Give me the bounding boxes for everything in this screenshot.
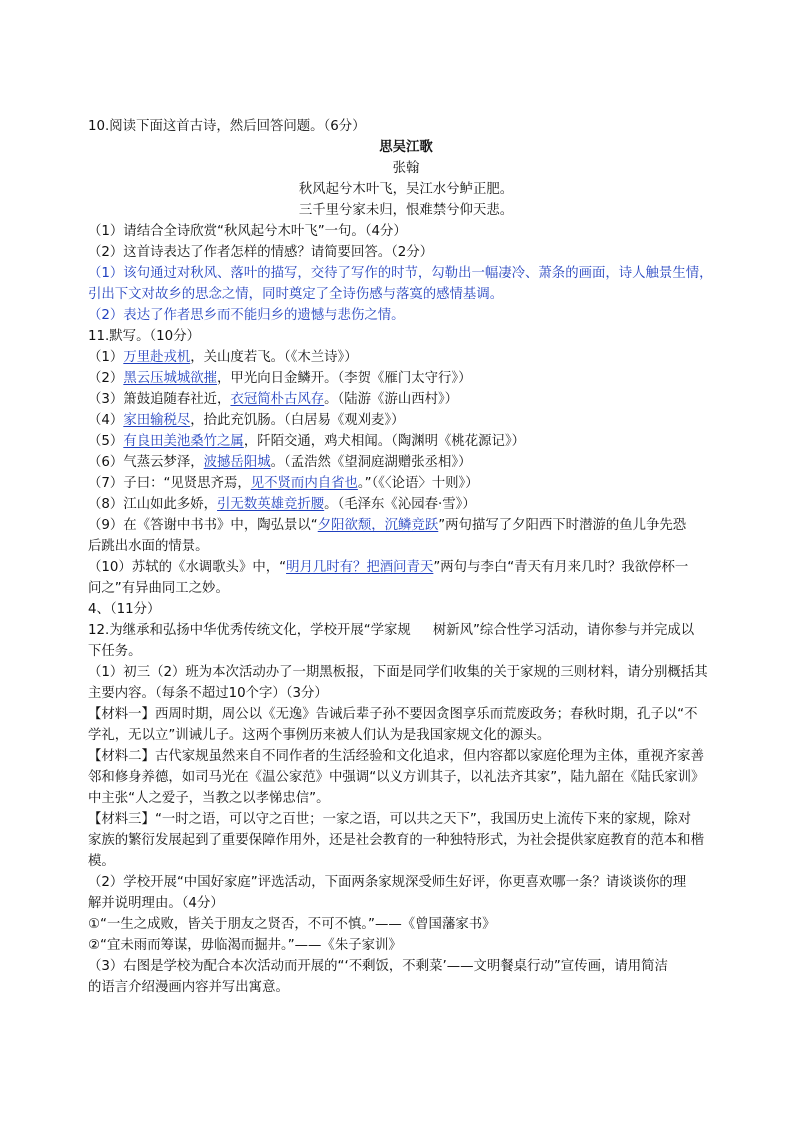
poem-line-2: 三千里兮家未归，恨难禁兮仰天悲。: [298, 203, 514, 218]
q12-sub-question-3-line-1: （3）右图是学校为配合本次活动而开展的“‘不剩饭，不剩菜’——文明餐桌行动”宣传画，请用简洁: [88, 959, 668, 974]
material-2-line-1: 【材料二】古代家规虽然来自不同作者的生活经验和文化追求，但内容都以家庭伦理为主体，重视齐家善: [88, 749, 704, 764]
q10-sub-question-2: （2）这首诗表达了作者怎样的情感？请简要回答。（2分）: [88, 245, 434, 260]
poem-author: 张翰: [392, 161, 420, 176]
q11-item-5-answer: 有良田美池桑竹之属: [123, 434, 244, 449]
q11-item-9-suffix: ”两句描写了夕阳西下时潜游的鱼儿争先恐: [438, 518, 687, 533]
q11-item-9: [88, 515, 724, 536]
material-1-line-1: 【材料一】西周时期，周公以《无逸》告诫后辈子孙不要因贪图享乐而荒废政务；春秋时期，孔子以“不: [88, 707, 698, 722]
q12-heading-part-1: 12.为继承和弘扬中华优秀传统文化，学校开展“学家规: [88, 623, 411, 638]
material-3-line-2: 家族的繁衍发展起到了重要保障作用外，还是社会教育的一种独特形式，为社会提供家庭教育的范本和楷: [88, 833, 704, 848]
material-2-line-2: 邻和修身养德，如司马光在《温公家范》中强调“以义方训其子，以礼法齐其家”，陆九韶在《陆氏家训》: [88, 770, 705, 785]
q11-item-1-prefix: （1）: [88, 350, 124, 365]
material-1-line-2: 学礼，无以立”训诫儿子。这两个事例历来被人们认为是我国家规文化的源头。: [88, 728, 551, 743]
q11-item-1: [88, 347, 724, 368]
q11-item-10-suffix: ”两句与李白“青天有月来几时？我欲停杯一: [433, 560, 689, 575]
q11-item-7-suffix: 。”（《〈论语〉十则》）: [357, 476, 479, 491]
q11-item-6-prefix: （6）气蒸云梦泽，: [88, 455, 204, 470]
q11-item-5-prefix: （5）: [88, 434, 124, 449]
q11-item-7: [88, 473, 724, 494]
q11-item-2-prefix: （2）: [88, 371, 124, 386]
q11-item-10-answer: 明月几时有？把酒问青天: [286, 560, 434, 575]
q12-sub-question-1-line-2: 主要内容。（每条不超过10个字）（3分）: [88, 686, 328, 701]
q11-item-4-suffix: ，拾此充饥肠。（白居易《观刈麦》）: [190, 413, 405, 428]
q12-heading-continued: 下任务。: [88, 644, 142, 659]
q11-item-10-continued: 问之”有异曲同工之妙。: [88, 581, 229, 596]
q11-item-2-suffix: ，甲光向日金鳞开。（李贺《雁门太守行》）: [217, 371, 472, 386]
q11-item-8: [88, 494, 724, 515]
q11-item-2: [88, 368, 724, 389]
q11-item-7-answer: 见不贤而内自省也: [250, 476, 358, 491]
material-3-line-3: 模。: [88, 854, 115, 869]
q11-item-8-suffix: 。（毛泽东《沁园春·雪》）: [324, 497, 476, 512]
q11-item-3-prefix: （3）箫鼓追随春社近，: [88, 392, 231, 407]
material-3-line-1: 【材料三】“一时之语，可以守之百世；一家之语，可以共之天下”，我国历史上流传下来的家规，除对: [88, 812, 692, 827]
q11-item-1-suffix: ，关山度若飞。（《木兰诗》）: [190, 350, 358, 365]
q10-answer-1-line-2: 引出下文对故乡的思念之情，同时奠定了全诗伤感与落寞的感情基调。: [88, 287, 504, 302]
q11-item-4: [88, 410, 724, 431]
document-page: [88, 116, 724, 998]
q11-item-3: [88, 389, 724, 410]
q11-item-3-answer: 衣冠简朴古风存: [230, 392, 325, 407]
q10-answer-2: （2）表达了作者思乡而不能归乡的遗憾与悲伤之情。: [88, 308, 405, 323]
q11-item-6: [88, 452, 724, 473]
q11-heading: 11.默写。（10分）: [88, 329, 200, 344]
q10-heading: 10.阅读下面这首古诗，然后回答问题。（6分）: [88, 119, 366, 134]
q10-sub-question-1: （1）请结合全诗欣赏“秋风起兮木叶飞”一句。（4分）: [88, 224, 407, 239]
q11-item-4-prefix: （4）: [88, 413, 124, 428]
q11-item-6-suffix: 。（孟浩然《望洞庭湖赠张丞相》）: [270, 455, 472, 470]
q11-item-4-answer: 家田输税尽: [123, 413, 191, 428]
q12-heading-part-2: 树新风”综合性学习活动，请你参与并完成以: [432, 623, 695, 638]
q12-heading: [88, 620, 724, 641]
material-2-line-3: 中主张“人之爱子，当教之以孝悌忠信”。: [88, 791, 330, 806]
q11-item-3-suffix: 。（陆游《游山西村》）: [324, 392, 459, 407]
q11-item-10-prefix: （10）苏轼的《水调歌头》中，“: [88, 560, 287, 575]
q11-item-8-prefix: （8）江山如此多娇，: [88, 497, 218, 512]
poem-title: 思吴江歌: [379, 140, 433, 155]
q11-item-8-answer: 引无数英雄竞折腰: [217, 497, 325, 512]
q11-item-2-answer: 黑云压城城欲摧: [123, 371, 218, 386]
q11-item-1-answer: 万里赴戎机: [123, 350, 191, 365]
section-4-heading: 4、（11分）: [88, 602, 161, 617]
q10-answer-1-line-1: （1）该句通过对秋风、落叶的描写，交待了写作的时节，勾勒出一幅凄冷、萧条的画面，诗人触景生情，: [88, 266, 713, 281]
q12-sub-question-1-line-1: （1）初三（2）班为本次活动办了一期黑板报，下面是同学们收集的关于家规的三则材料，请分别概括其: [88, 665, 708, 680]
family-rule-1: ①“一生之成败，皆关于朋友之贤否，不可不慎。”——《曾国藩家书》: [88, 917, 496, 932]
q11-item-6-answer: 波撼岳阳城: [203, 455, 271, 470]
family-rule-2: ②“宜未雨而筹谋，毋临渴而掘井。”——《朱子家训》: [88, 938, 402, 953]
q11-item-9-prefix: （9）在《答谢中书书》中，陶弘景以“: [88, 518, 318, 533]
q12-sub-question-2-line-1: （2）学校开展“中国好家庭”评选活动，下面两条家规深受师生好评，你更喜欢哪一条？请谈谈你的理: [88, 875, 687, 890]
q11-item-5-suffix: ，阡陌交通，鸡犬相闻。（陶渊明《桃花源记》）: [243, 434, 526, 449]
q12-sub-question-3-line-2: 的语言介绍漫画内容并写出寓意。: [88, 980, 289, 995]
q11-item-7-prefix: （7）子曰：“见贤思齐焉，: [88, 476, 251, 491]
poem-line-1: 秋风起兮木叶飞，吴江水兮鲈正肥。: [298, 182, 514, 197]
q11-item-9-continued: 后跳出水面的情景。: [88, 539, 209, 554]
q11-item-10: [88, 557, 724, 578]
q11-item-5: [88, 431, 724, 452]
q12-sub-question-2-line-2: 解并说明理由。（4分）: [88, 896, 224, 911]
q11-item-9-answer: 夕阳欲颓，沉鳞竞跃: [317, 518, 439, 533]
